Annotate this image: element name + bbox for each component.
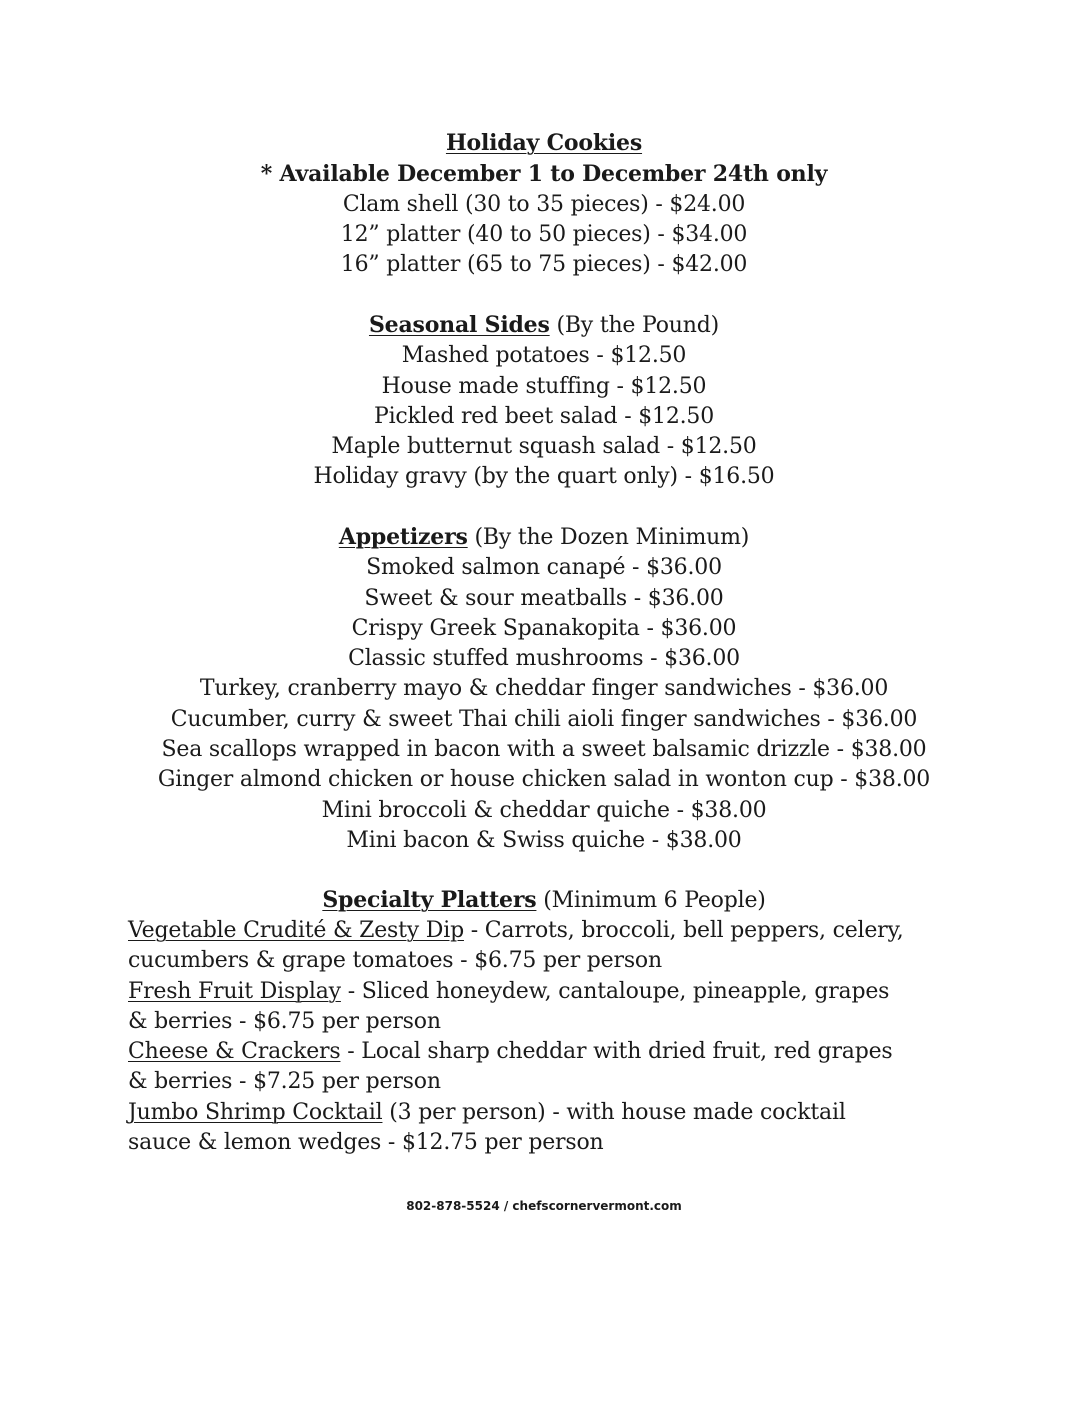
platter-description: - Local sharp cheddar with dried fruit, red grapes — [340, 1039, 893, 1065]
appetizer-item: Crispy Greek Spanakopita - $36.00 — [351, 615, 737, 641]
platter-description: (3 per person) - with house made cocktail — [382, 1099, 846, 1125]
appetizer-item: Sea scallops wrapped in bacon with a sweet balsamic drizzle - $38.00 — [161, 737, 927, 763]
platter-item-line — [128, 1037, 968, 1067]
platter-description: sauce & lemon wedges - $12.75 per person — [128, 1130, 604, 1156]
cookie-item: 12” platter (40 to 50 pieces) - $34.00 — [340, 221, 748, 247]
appetizers-heading: Appetizers — [338, 524, 468, 550]
platter-name: Vegetable Crudité & Zesty Dip — [128, 918, 464, 943]
platter-item-line — [128, 1098, 968, 1128]
platter-description: cucumbers & grape tomatoes - $6.75 per person — [128, 948, 662, 974]
holiday-cookies-availability: * Available December 1 to December 24th only — [260, 161, 828, 188]
appetizer-item: Smoked salmon canapé - $36.00 — [366, 555, 722, 581]
appetizers-note: (By the Dozen Minimum) — [467, 525, 750, 550]
platter-name: Cheese & Crackers — [128, 1039, 341, 1065]
appetizer-item: Classic stuffed mushrooms - $36.00 — [348, 646, 740, 672]
platter-description: - Carrots, broccoli, bell peppers, celery, — [463, 918, 904, 943]
side-item: Mashed potatoes - $12.50 — [401, 343, 687, 369]
cookie-item: 16” platter (65 to 75 pieces) - $42.00 — [340, 252, 748, 278]
specialty-platters-title — [0, 885, 1088, 916]
specialty-platters-note: (Minimum 6 People) — [536, 888, 766, 913]
appetizer-item: Ginger almond chicken or house chicken salad in wonton cup - $38.00 — [157, 767, 931, 793]
appetizer-item: Turkey, cranberry mayo & cheddar finger sandwiches - $36.00 — [199, 676, 889, 702]
holiday-cookies-heading: Holiday Cookies — [445, 130, 643, 156]
holiday-cookies-section — [0, 128, 1088, 280]
platter-name: Jumbo Shrimp Cocktail — [128, 1099, 383, 1125]
platter-item-line — [128, 916, 968, 946]
appetizer-item: Sweet & sour meatballs - $36.00 — [364, 585, 724, 611]
appetizer-item: Mini bacon & Swiss quiche - $38.00 — [346, 827, 742, 853]
contact-info: 802-878-5524 / chefscornervermont.com — [406, 1199, 682, 1213]
seasonal-sides-section — [0, 310, 1088, 493]
side-item: Pickled red beet salad - $12.50 — [373, 403, 715, 429]
specialty-platters-heading: Specialty Platters — [322, 887, 537, 913]
side-item: Maple butternut squash salad - $12.50 — [331, 434, 757, 460]
platter-description: & berries - $6.75 per person — [128, 1008, 441, 1034]
cookie-item: Clam shell (30 to 35 pieces) - $24.00 — [342, 191, 746, 217]
side-item: Holiday gravy (by the quart only) - $16.50 — [313, 464, 775, 490]
appetizer-item: Cucumber, curry & sweet Thai chili aioli finger sandwiches - $36.00 — [170, 706, 918, 732]
side-item: House made stuffing - $12.50 — [381, 373, 707, 399]
seasonal-sides-note: (By the Pound) — [549, 313, 720, 338]
platter-name: Fresh Fruit Display — [128, 978, 341, 1004]
platter-item-line — [128, 977, 968, 1007]
seasonal-sides-heading: Seasonal Sides — [368, 312, 550, 338]
specialty-platters-section — [128, 916, 968, 1158]
appetizer-item: Mini broccoli & cheddar quiche - $38.00 — [321, 797, 767, 823]
appetizers-section — [0, 522, 1088, 856]
platter-description: & berries - $7.25 per person — [128, 1069, 441, 1095]
platter-description: - Sliced honeydew, cantaloupe, pineapple, grapes — [340, 978, 890, 1004]
